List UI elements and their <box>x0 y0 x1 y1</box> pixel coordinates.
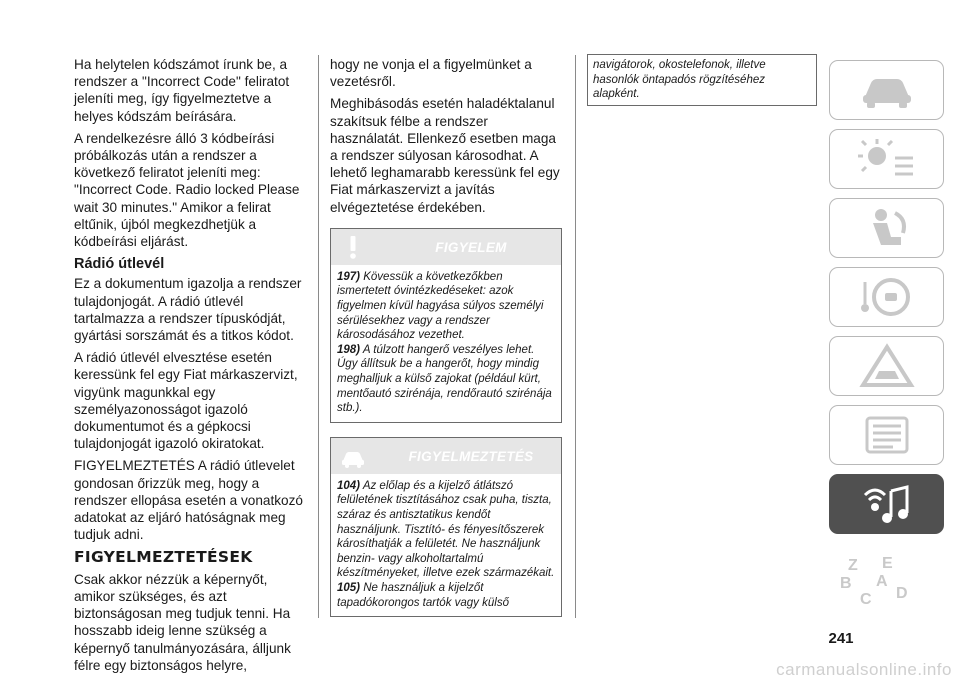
section-heading-warnings: FIGYELMEZTETÉSEK <box>74 548 253 567</box>
steering-wheel-icon <box>855 274 919 320</box>
section-heading-radio-passport: Rádió útlevél <box>74 256 165 273</box>
paragraph: A rádió útlevél elvesztése esetén keressünk fel egy Fiat márkaszervizt, vigyünk magunkkal egy személyazonosságot igazoló dokumentumot és a gépkocsi tulajdonjogát igazoló okiratokat. <box>74 350 298 452</box>
warning-box-header <box>331 438 561 474</box>
warning-box-body <box>331 474 561 616</box>
column-2 <box>330 56 562 617</box>
column-1 <box>74 56 306 679</box>
caution-box-body <box>331 265 561 422</box>
warning-box-continuation: navigátorok, okostelefonok, illetve hasonlók öntapadós rögzítéséhez alapként. <box>587 54 817 106</box>
multimedia-icon <box>855 481 919 527</box>
car-warning-icon <box>339 442 367 470</box>
index-letter: Z <box>848 557 858 574</box>
paragraph: Ha helytelen kódszámot írunk be, a rendszer a "Incorrect Code" feliratot jeleníti meg, így figyelmeztetve a helyes kódszám beírására. <box>74 57 290 124</box>
tab-driving[interactable] <box>829 267 944 327</box>
lights-icon <box>855 136 919 182</box>
tab-multimedia[interactable] <box>829 474 944 534</box>
paragraph: Ez a dokumentum igazolja a rendszer tulajdonjogát. A rádió útlevél tartalmazza a rendszer típuskódját, gyártási sorszámát és a titkos kódot. <box>74 276 302 344</box>
note-number: 198) <box>337 343 361 356</box>
caution-box-header <box>331 229 561 265</box>
note-text: Kövessük a következőkben ismertetett óvintézkedéseket: azok figyelmen kívül hagyása súlyos személyi sérülésekhez vagy a rendszer károsodásához vezethet. <box>337 270 544 342</box>
warning-triangle-car-icon <box>855 343 919 389</box>
column-3 <box>587 56 817 106</box>
index-letter: D <box>896 585 908 602</box>
seat-safety-icon <box>855 205 919 251</box>
caution-box <box>330 228 562 423</box>
index-letter: C <box>860 591 872 608</box>
car-dashboard-icon <box>855 67 919 113</box>
exclamation-icon <box>339 233 367 261</box>
note-number: 104) <box>337 479 361 492</box>
tab-lights[interactable] <box>829 129 944 189</box>
page-number: 241 <box>828 630 854 647</box>
note-text: Az előlap és a kijelző átlátszó felületének tisztításához csak puha, tiszta, száraz és antisztatikus kendőt használjunk. Tisztító- és fényesítőszerek károsíthatják a felületét. Ne használjunk benzin- vagy alkoholtartalmú készítményeket, illetve ezek származékait. <box>337 479 555 580</box>
paragraph: Csak akkor nézzük a képernyőt, amikor szükséges, és azt biztonságosan meg tudjuk tenni. Ha hosszabb ideig lenne szükség a képernyő tanulmányozására, álljunk félre egy biztonságos helyre, <box>74 571 291 673</box>
paragraph: FIGYELMEZTETÉS A rádió útlevelet gondosan őrizzük meg, hogy a rendszer ellopása esetén a vonatkozó adatokat az eljáró hatóságnak meg tudjuk adni. <box>74 458 303 543</box>
note-number: 105) <box>337 581 361 594</box>
paragraph: A rendelkezésre álló 3 kódbeírási próbálkozás után a rendszer a következő feliratot jeleníti meg: "Incorrect Code. Radio locked Please wait 30 minutes." Amikor a felirat eltűnik, újból megkezdhetjük a kódbeírási eljárást. <box>74 130 300 250</box>
index-letter: B <box>840 575 852 592</box>
paragraph: Meghibásodás esetén haladéktalanul szakítsuk félbe a rendszer használatát. Ellenkező esetben maga a rendszer súlyosan károsodhat. A lehető leghamarabb keressünk fel egy Fiat márkaszervizt a javítás elvégeztetése érdekében. <box>330 96 560 215</box>
paragraph: hogy ne vonja el a figyelmünket a vezetésről. <box>330 57 532 90</box>
warning-box <box>330 437 562 617</box>
index-letters-logo[interactable] <box>842 557 934 607</box>
tab-maintenance[interactable] <box>829 405 944 465</box>
index-letter: A <box>876 573 888 590</box>
tab-dashboard[interactable] <box>829 60 944 120</box>
column-divider <box>318 55 319 618</box>
note-text: A túlzott hangerő veszélyes lehet. Úgy állítsuk be a hangerőt, hogy mindig meghalljuk a külső zajokat (például kürt, mentőautó szirénája, rendőrautó szirénája stb.). <box>337 343 552 415</box>
tab-safety[interactable] <box>829 198 944 258</box>
maintenance-icon <box>855 412 919 458</box>
watermark: carmanualsonline.info <box>776 660 952 679</box>
note-number: 197) <box>337 270 361 283</box>
tab-emergency[interactable] <box>829 336 944 396</box>
chapter-tabs <box>829 60 946 543</box>
column-divider <box>575 55 576 618</box>
warning-box-title: FIGYELMEZTETÉS <box>408 448 534 464</box>
index-letter: E <box>882 555 893 572</box>
note-text: Ne használjuk a kijelzőt tapadókorongos tartók vagy külső <box>337 581 509 609</box>
caution-box-title: FIGYELEM <box>435 239 507 255</box>
